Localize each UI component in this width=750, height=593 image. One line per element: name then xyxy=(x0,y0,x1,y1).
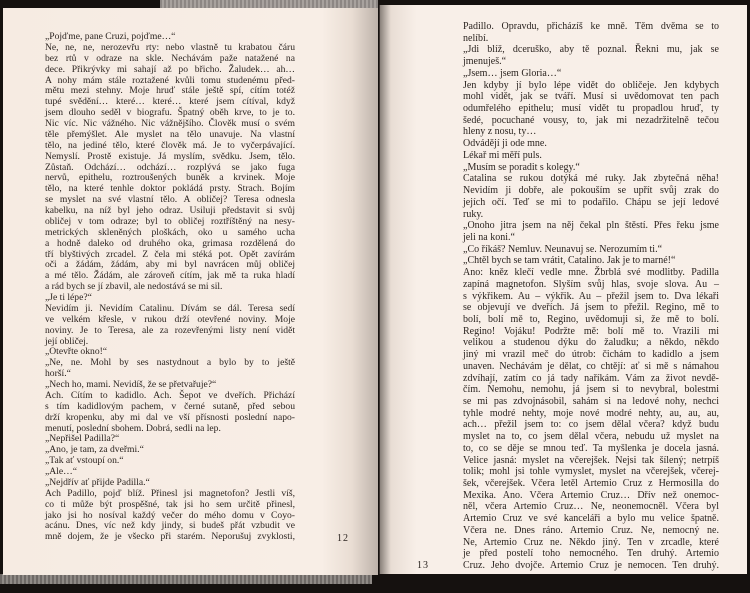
text-line: s výkřikem. Au – výkřik. Au – přežil jsem to. Dva lékaři xyxy=(463,290,719,302)
text-line: čím. Nemohu, nemohu, já jsem si to nevybral, bolestmi xyxy=(463,384,719,396)
text-line: Ach. Cítím to kadidlo. Ach. Šepot ve dveřích. Přichází xyxy=(45,389,295,401)
text-line: to, co se děje se mnou teď. Ta myšlenka je docela jasná. xyxy=(463,442,719,454)
paragraph xyxy=(463,80,719,139)
text-line: její obličej. xyxy=(45,335,89,347)
right-page xyxy=(379,5,747,574)
text-line: tělo, na jediné tělo, které člověk má. Je to vyčerpávající. xyxy=(45,139,295,151)
text-line: tyhle modré nehty, moje nové modré nehty, au, au, au, xyxy=(463,407,719,419)
text-line: a hodně daleko od druhého oka, grimasa rozdělená do xyxy=(45,237,295,249)
text-line: zapíná magnetofon. Slyším svůj hlas, svoje slova. Au – xyxy=(463,278,719,290)
text-line: drží kropenku, aby mi dal ve vší přísnosti poslední napo- xyxy=(45,411,295,423)
text-line: jsem dlouho seděl v biografu. Špatný oběh krve, to je to. xyxy=(45,107,295,119)
text-line: Včera ne. Dnes ráno. Artemio Cruz. Ne, nemocný ne. xyxy=(463,524,719,536)
text-line: oči a žádám, žádám, aby mi byl navrácen můj obličej xyxy=(45,259,295,271)
text-line: horší.“ xyxy=(45,368,71,380)
paragraph xyxy=(45,456,295,467)
text-line: tělo, na které tenhle doktor pokládá prsty. Strach. Bojím xyxy=(45,183,295,195)
text-line: „Onoho jitra jsem na něj čekal pln štěstí. Přes řeku jsme xyxy=(463,220,719,232)
paragraph xyxy=(463,44,719,67)
paragraph xyxy=(45,43,295,293)
text-line: těle přemýšlet. Ale myslet na tělo unavuje. Na vlastní xyxy=(45,128,295,140)
paragraph xyxy=(463,173,719,220)
paragraph xyxy=(463,220,719,243)
text-line: nervů, epithelu, roztroušených buněk a krvinek. Moje xyxy=(45,172,295,184)
text-line: jmenuješ.“ xyxy=(463,56,507,68)
text-line: Nemyslí. Prostě existuje. Já myslím, svědku. Jsem, tělo. xyxy=(45,150,295,162)
text-line: „Tak ať vstoupí on.“ xyxy=(45,455,124,467)
text-line: Ach Padillo, pojď blíž. Přinesl jsi magnetofon? Jestli víš, xyxy=(45,487,295,499)
text-line: „Musím se poradit s kolegy.“ xyxy=(463,161,580,173)
text-line: „Co říkáš? Nemluv. Neunavuj se. Nerozumím ti.“ xyxy=(463,243,663,255)
text-line: „Ano, je tam, za dveřmi.“ xyxy=(45,444,144,456)
text-line: kabelku, na níž byl jeho odraz. Usiluji představit si svůj xyxy=(45,205,295,216)
text-line: tolik; mohl jsi tohle vymyslet, myslet na včerejšek, včerej- xyxy=(463,466,719,478)
text-line: Ne, Artemio Cruz ne. Někdo jiný. Ten v zrcadle, které xyxy=(463,536,719,548)
text-line: a mé tělo. Žádám, ale zároveň cítím, jak mě ta ruka hladí xyxy=(45,270,295,282)
text-line: šedé, pocuchané vousy, to, jak mi nezadržitelně tečou xyxy=(463,114,719,126)
text-line: metrických skleněných ploškách, oko u samého ucha xyxy=(45,226,295,238)
book-cover-edge-bottom xyxy=(0,574,372,584)
left-page xyxy=(3,8,378,575)
text-line: „Nejdřív ať přijde Padilla.“ xyxy=(45,476,150,488)
text-line: jejích očí. Teď se mi to podařilo. Chápu se její ledové xyxy=(463,196,719,208)
text-line: „Jdi blíž, dceruško, aby tě poznal. Řekni mu, jak se xyxy=(463,44,719,56)
text-line: mohl vidět, jak se tváří. Musí si uvědomovat ten pach xyxy=(463,91,719,103)
paragraph xyxy=(463,244,719,256)
text-line: acánu. Dnes, víc než kdy jindy, si budeš přát vzbudit ve xyxy=(45,520,295,532)
text-line: obličej v tom odraze; byl to obličej roztříštěný na nesy- xyxy=(45,215,295,227)
paragraph xyxy=(463,267,719,572)
page-number-left: 12 xyxy=(337,533,349,544)
text-line: mně dojem, že je všecko při starém. Neporušuj zvyklosti, xyxy=(45,531,295,543)
text-line: Mexika. Ano. Včera Artemio Cruz… Dřív než onemoc- xyxy=(463,489,719,501)
text-line: dece. Přikrývky mi sahají až po břicho. Žaludek… ah… xyxy=(45,63,295,75)
text-line: Jen kdyby jí bylo lépe vidět do obličeje. Jen kdybych xyxy=(463,79,719,91)
text-line: unaven. Nechávám je dělat, co chtějí: ať si mě s námahou xyxy=(463,360,719,372)
text-line: se objevují ve dveřích. Já jsem to přežil. Regino, mě to xyxy=(463,302,719,314)
paragraph xyxy=(463,162,719,174)
text-line: „Pojďme, pane Cruzi, pojďme…“ xyxy=(45,31,176,42)
text-line: Ano: kněz klečí vedle mne. Žbrblá své modlitby. Padilla xyxy=(463,267,719,279)
text-line: „Je ti lépe?“ xyxy=(45,292,92,303)
text-line: myslet na to, co jsem dělal včera, nebudu už myslet na xyxy=(463,431,719,443)
text-line: Catalina se rukou dotýká mé ruky. Jak zbytečná něha! xyxy=(463,173,719,185)
text-line: Artemio Cruz ve své kanceláři a bylo mu velice špatně. xyxy=(463,513,719,525)
paragraph xyxy=(463,68,719,80)
paragraph xyxy=(45,358,295,380)
text-line: Cruz. Jeho dvojče. Artemio Cruz je nemocen. Ten druhý. xyxy=(463,560,719,572)
paragraph xyxy=(45,304,295,348)
text-line: něl, včera Artemio Cruz… Ne, neonemocněl. Včera byl xyxy=(463,501,719,513)
text-line: Odvádějí ji ode mne. xyxy=(463,138,547,150)
text-line: se myslet na své vlastní tělo. A obličej? Teresa odnesla xyxy=(45,194,295,206)
text-line: „Ale…“ xyxy=(45,466,77,477)
text-line: jako jsi ho nosíval každý večer do mého domu v Coyo- xyxy=(45,509,295,521)
text-line: „Ne, ne. Mohl by ses nastydnout a bylo by to ještě xyxy=(45,357,295,369)
text-line: Velice jasná: myslet na včerejšek. Nejsi tak šílený; netrpíš xyxy=(463,454,719,466)
text-line: Zůstaň. Odchází… odchází… rozplývá se jako fuga xyxy=(45,161,295,173)
text-line: tupé svědění… které… které… které jsem cítíval, když xyxy=(45,96,295,108)
paragraph xyxy=(463,150,719,162)
paragraph xyxy=(463,21,719,44)
text-line: ruky. xyxy=(463,208,484,220)
text-line: a rád bych se jí zbavil, ale nedostává se mi sil. xyxy=(45,281,223,293)
text-line: Nevidím ji dobře, ale pokouším se upřít svůj zrak do xyxy=(463,185,719,197)
right-page-text xyxy=(463,21,719,572)
text-line: menutí, poslední sbohem. Dobrá, sedli na lep. xyxy=(45,422,221,434)
text-line: velikou a studenou dýku do žaludku; a někdo, někdo xyxy=(463,337,719,349)
text-line: ve velkém křesle, v rukou drží otevřené noviny. Moje xyxy=(45,313,295,325)
text-line: co ti může být prospěšné, tak jsi ho sem určitě přinesl, xyxy=(45,498,295,510)
text-line: „Jsem… jsem Gloria…“ xyxy=(463,67,562,79)
text-line: jiný mi vrazil meč do útrob: čichám to kadidlo a jsem xyxy=(463,349,719,361)
text-line: noviny. Je to Teresa, ale za rozevřenými listy není vidět xyxy=(45,324,295,336)
text-line: „Otevřte okno!“ xyxy=(45,346,108,358)
text-line: nelíbí. xyxy=(463,32,489,44)
text-line: Nic víc. Nic vážného. Nic vážnějšího. Člověk musí o svém xyxy=(45,118,295,129)
text-line: Regino! Vojáku! Podržte mě: bolí mě to. Vrazili mi xyxy=(463,325,719,337)
text-line: s tím kadidlovým pachem, v černé sutaně, před sebou xyxy=(45,400,295,412)
text-line: tří blyštivých zrcadel. Z čela mi stéká pot. Opět zavírám xyxy=(45,248,295,260)
text-line: šek, včerejšek. Včera letěl Artemio Cruz z Hermosilla do xyxy=(463,478,719,490)
text-line: se mi pas zdvojnásobil, sahám si na ledové nohy, nechci xyxy=(463,396,719,407)
text-line: Ne, ne, ne, nerozevřu rty: nebo vlastně tu krabatou čáru xyxy=(45,41,295,53)
paragraph xyxy=(45,391,295,435)
text-line: Padillo. Opravdu, přicházíš ke mně. Těm dvěma se to xyxy=(463,21,719,32)
text-line: „Nech ho, mami. Nevidíš, že se přetvařuje?“ xyxy=(45,379,217,390)
text-line: Lékař mi měří puls. xyxy=(463,149,542,161)
text-line: hleny z nosu, ty… xyxy=(463,126,537,138)
text-line: mětu mezi stehny. Moje hruď stále ještě spí, cítím totéž xyxy=(45,85,295,97)
paragraph xyxy=(463,138,719,150)
paragraph xyxy=(463,255,719,267)
text-line: „Nepřišel Padilla?“ xyxy=(45,433,120,445)
text-line: jeli na koni.“ xyxy=(463,231,515,243)
text-line: bolí, bolí mě to, Regino, uvědomuji si, že mě to bolí. xyxy=(463,313,719,325)
text-line: ach… přežil jsem to: co jsem dělal včera? když budu xyxy=(463,419,719,431)
page-number-right: 13 xyxy=(417,560,429,571)
paragraph xyxy=(45,489,295,543)
text-line: Nevidím ji. Nevidím Catalinu. Dívám se dál. Teresa sedí xyxy=(45,302,295,314)
text-line: je před postelí toho nemocného. Ten druhý. Artemio xyxy=(463,548,719,560)
text-line: bez rtů v odraze na skle. Nechávám paže natažené na xyxy=(45,52,295,64)
left-page-text xyxy=(45,32,295,543)
text-line: „Chtěl bych se tam vrátit, Catalino. Jak je to marné!“ xyxy=(463,255,676,267)
text-line: A nohy mám stále roztažené kvůli tomu studenému před- xyxy=(45,74,295,86)
text-line: zdvíhají, zatím co já tady naříkám. Vám za život nevdě- xyxy=(463,372,719,384)
text-line: odumřelého epithelu; musí vidět tu propadlou hruď, ty xyxy=(463,103,719,115)
